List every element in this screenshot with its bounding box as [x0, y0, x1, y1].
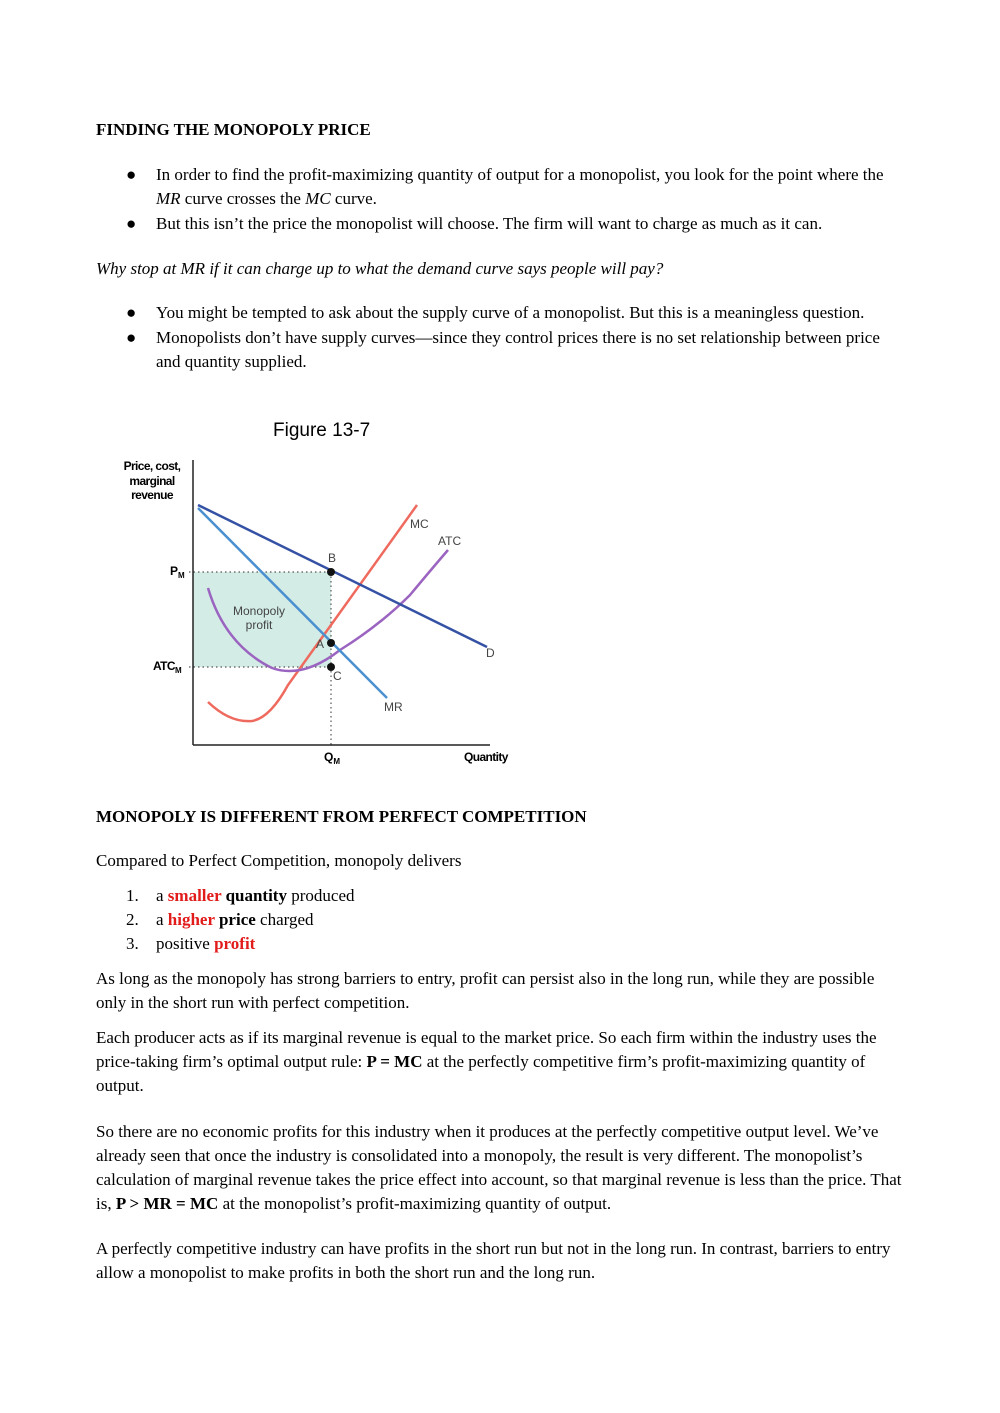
- mr-label: MR: [384, 700, 403, 714]
- qm-label: $Q_M$: [324, 750, 341, 766]
- demand-label: D: [486, 646, 495, 660]
- numbered-list: [96, 884, 355, 956]
- bullet-icon: ●: [126, 165, 137, 184]
- point-a: [327, 639, 335, 647]
- y-axis-label-line2: marginal: [129, 474, 175, 488]
- intro-text: Compared to Perfect Competition, monopoly delivers: [96, 851, 462, 870]
- atc-label: ATC: [438, 534, 462, 548]
- point-c-label: C: [333, 669, 342, 683]
- atcm-label: $ATC_M$: [153, 659, 182, 675]
- pm-label: $P_M$: [170, 564, 185, 580]
- figure-title: Figure 13-7: [273, 420, 371, 441]
- italic-note: Why stop at MR if it can charge up to what the demand curve says people will pay?: [96, 259, 664, 278]
- y-axis-label-line1: Price, cost,: [123, 459, 181, 473]
- y-axis-label-line3: revenue: [131, 488, 173, 502]
- monopoly-profit-label-line1: Monopoly: [232, 604, 286, 618]
- monopoly-diagram: [110, 415, 530, 775]
- list-item: ● You might be tempted to ask about the supply curve of a monopolist. But this is a meaningless question.: [96, 301, 906, 325]
- list-item: 2. a higher price charged: [126, 910, 314, 929]
- point-a-label: A: [316, 637, 325, 651]
- bullet-icon: ●: [126, 328, 137, 347]
- bullet-icon: ●: [126, 214, 137, 233]
- list-item: 3. positive profit: [126, 934, 256, 953]
- mc-label: MC: [410, 517, 429, 531]
- paragraph-long-run: A perfectly competitive industry can have profits in the short run but not in the long run. In contrast, barriers to entry allow a monopolist to make profits in both the short run and the long run.: [96, 1239, 891, 1282]
- heading-finding-monopoly-price: FINDING THE MONOPOLY PRICE: [96, 120, 371, 139]
- heading-monopoly-vs-competition: MONOPOLY IS DIFFERENT FROM PERFECT COMPETITION: [96, 807, 587, 826]
- bullet-icon: ●: [126, 303, 137, 322]
- bullet-list-1: [96, 163, 906, 237]
- bullet-list-2: [96, 301, 906, 375]
- list-item: 1. a smaller quantity produced: [126, 886, 355, 905]
- list-item: ● Monopolists don’t have supply curves—since they control prices there is no set relationship between price and quantity supplied.: [126, 328, 880, 371]
- point-b-label: B: [328, 551, 337, 565]
- paragraph-price-taking: Each producer acts as if its marginal revenue is equal to the market price. So each firm within the industry uses the price-taking firm’s optimal output rule: P = MC at the perfectly competitive firm’s profit-maximizing quantity of output.: [96, 1028, 877, 1095]
- monopoly-profit-label-line2: profit: [245, 618, 273, 632]
- x-axis-label: Quantity: [464, 750, 508, 764]
- paragraph-no-economic-profits: So there are no economic profits for this industry when it produces at the perfectly competitive output level. We’ve already seen that once the industry is consolidated into a monopoly, the result is very different. The monopolist’s calculation of marginal revenue takes the price effect into account, so that marginal revenue is less than the price. That is, P > MR = MC at the monopolist’s profit-maximizing quantity of output.: [96, 1122, 902, 1213]
- list-item: ● But this isn’t the price the monopolist will choose. The firm will want to charge as much as it can.: [96, 212, 906, 236]
- point-b: [327, 568, 335, 576]
- paragraph-barriers: As long as the monopoly has strong barriers to entry, profit can persist also in the long run, while they are possible only in the short run with perfect competition.: [96, 969, 875, 1012]
- list-item: ● In order to find the profit-maximizing quantity of output for a monopolist, you look for the point where the MR curve crosses the MC curve.: [126, 165, 884, 208]
- figure-13-7: [110, 415, 530, 780]
